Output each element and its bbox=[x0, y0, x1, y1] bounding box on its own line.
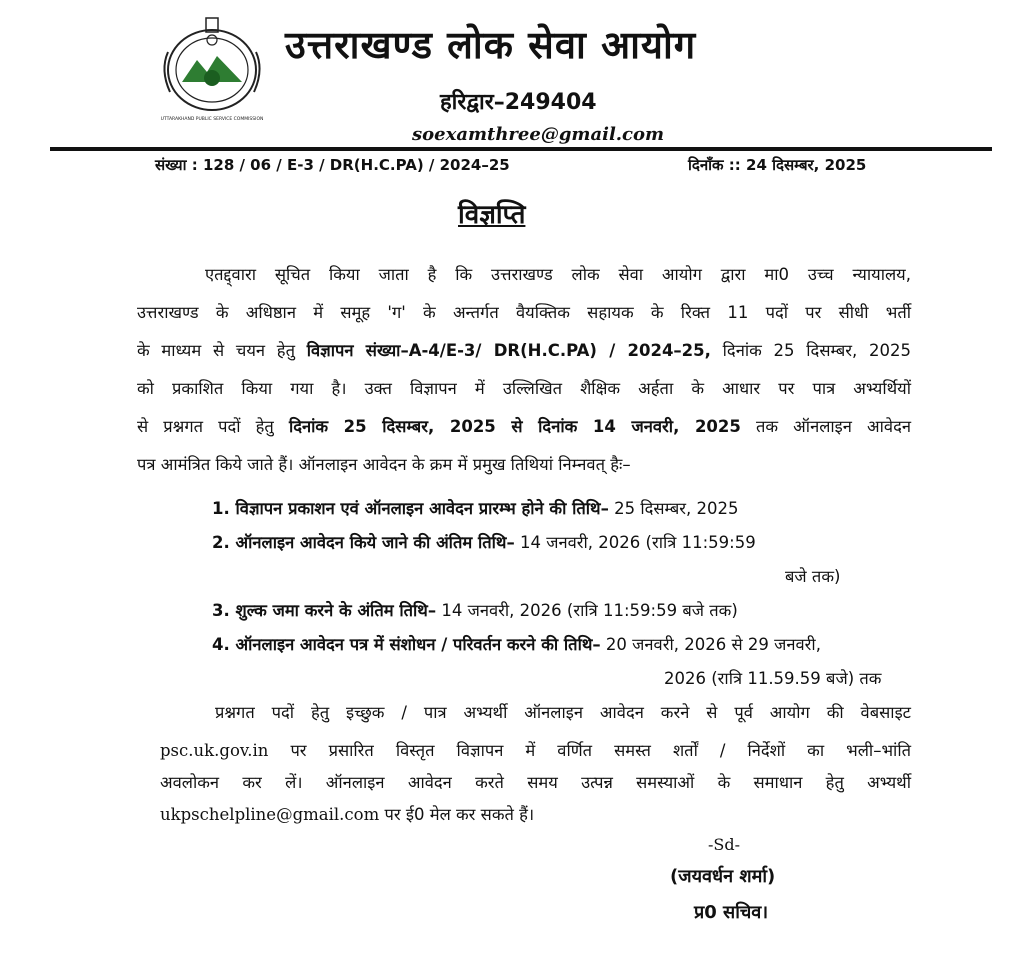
date-item-4: 4. ऑनलाइन आवेदन पत्र में संशोधन / परिवर्तन करने की तिथि– 20 जनवरी, 2026 से 29 जनवरी, bbox=[212, 635, 821, 654]
date-item-2-continued: बजे तक) bbox=[785, 567, 841, 586]
para1-line5: से प्रश्नगत पदों हेतु दिनांक 25 दिसम्बर, 2025 से दिनांक 14 जनवरी, 2025 तक ऑनलाइन आवेदन bbox=[137, 417, 912, 436]
para1-line6: पत्र आमंत्रित किये जाते हैं। ऑनलाइन आवेदन के क्रम में प्रमुख तिथियां निम्नवत् हैः– bbox=[137, 455, 631, 474]
application-period: दिनांक 25 दिसम्बर, 2025 से दिनांक 14 जनवरी, 2025 bbox=[288, 417, 741, 436]
signatory-designation: प्र0 सचिव। bbox=[694, 902, 769, 923]
logo-caption: UTTARAKHAND PUBLIC SERVICE COMMISSION bbox=[160, 117, 264, 122]
date-item-3: 3. शुल्क जमा करने के अंतिम तिथि– 14 जनवरी, 2026 (रात्रि 11:59:59 बजे तक) bbox=[212, 601, 738, 620]
notice-heading: विज्ञप्ति bbox=[458, 200, 526, 230]
page-title: उत्तराखण्ड लोक सेवा आयोग bbox=[285, 23, 697, 67]
para2-line3: अवलोकन कर लें। ऑनलाइन आवेदन करते समय उत्पन्न समस्याओं के समाधान हेतु अभ्यर्थी bbox=[160, 773, 911, 792]
commission-logo bbox=[152, 12, 272, 124]
para2-line2: psc.uk.gov.in पर प्रसारित विस्तृत विज्ञापन में वर्णित समस्त शर्तों / निर्देशों का भली–भांति bbox=[160, 741, 911, 760]
para1-line2: उत्तराखण्ड के अधिष्ठान में समूह 'ग' के अन्तर्गत वैयक्तिक सहायक के रिक्त 11 पदों पर सीधी भर्ती bbox=[137, 303, 911, 322]
para2-line4: ukpschelpline@gmail.com पर ई0 मेल कर सकते हैं। bbox=[160, 805, 535, 824]
reference-date: दिनाँक :: 24 दिसम्बर, 2025 bbox=[688, 156, 867, 174]
signatory-name: (जयवर्धन शर्मा) bbox=[670, 866, 776, 887]
header-divider bbox=[50, 147, 992, 151]
para1-line1: एतद्द्वारा सूचित किया जाता है कि उत्तराखण्ड लोक सेवा आयोग द्वारा मा0 उच्च न्यायालय, bbox=[205, 265, 911, 284]
date-item-1: 1. विज्ञापन प्रकाशन एवं ऑनलाइन आवेदन प्रारम्भ होने की तिथि– 25 दिसम्बर, 2025 bbox=[212, 499, 739, 518]
office-address: हरिद्वार–249404 bbox=[440, 90, 597, 115]
para2-line1: प्रश्नगत पदों हेतु इच्छुक / पात्र अभ्यर्थी ऑनलाइन आवेदन करने से पूर्व आयोग की वेबसाइट bbox=[215, 703, 911, 722]
advertisement-number: विज्ञापन संख्या–A-4/E-3/ DR(H.C.PA) / 2024–25, bbox=[306, 341, 711, 360]
website-link[interactable]: psc.uk.gov.in bbox=[160, 741, 269, 760]
date-item-4-continued: 2026 (रात्रि 11.59.59 बजे) तक bbox=[664, 669, 882, 688]
date-item-2: 2. ऑनलाइन आवेदन किये जाने की अंतिम तिथि– 14 जनवरी, 2026 (रात्रि 11:59:59 bbox=[212, 533, 756, 552]
office-email[interactable]: soexamthree@gmail.com bbox=[412, 124, 665, 145]
para1-line4: को प्रकाशित किया गया है। उक्त विज्ञापन में उल्लिखित शैक्षिक अर्हता के आधार पर पात्र अभ्यर्थियों bbox=[137, 379, 911, 398]
reference-number: संख्या : 128 / 06 / E-3 / DR(H.C.PA) / 2024–25 bbox=[155, 156, 510, 174]
helpline-email[interactable]: ukpschelpline@gmail.com bbox=[160, 805, 380, 824]
para1-line3: के माध्यम से चयन हेतु विज्ञापन संख्या–A-4/E-3/ DR(H.C.PA) / 2024–25, दिनांक 25 दिसम्बर, 2025 bbox=[137, 341, 911, 360]
signed-mark: -Sd- bbox=[708, 835, 741, 854]
